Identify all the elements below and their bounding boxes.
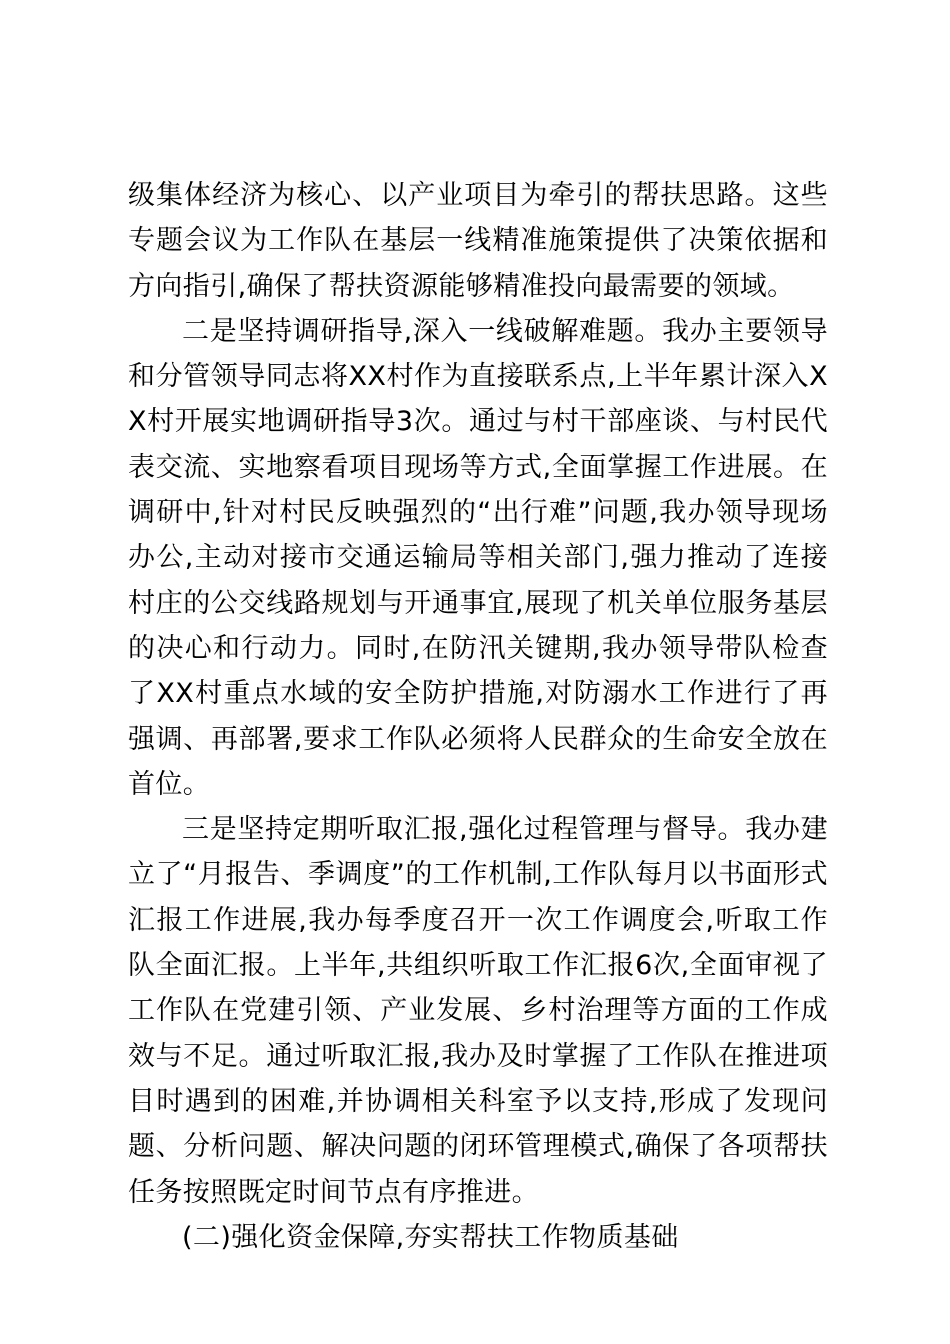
section-heading-funding: (二)强化资金保障,夯实帮扶工作物质基础 xyxy=(182,1221,679,1253)
paragraph-research-guidance: 二是坚持调研指导,深入一线破解难题。我办主要领导和分管领导同志将XX村作为直接联系点,上半年累计深入XX村开展实地调研指导3次。通过与村干部座谈、与村民代表交流、实地察看项目现场等方式,全面掌握工作进展。在调研中,针对村民反映强烈的“出行难”问题,我办领导现场办公,主动对接市交通运输局等相关部门,强力推动了连接村庄的公交线路规划与开通事宜,展现了机关单位服务基层的决心和行动力。同时,在防汛关键期,我办领导带队检查了XX村重点水域的安全防护措施,对防溺水工作进行了再强调、再部署,要求工作队必须将人民群众的生命安全放在首位。 xyxy=(128,315,828,800)
paragraph-regular-reports: 三是坚持定期听取汇报,强化过程管理与督导。我办建立了“月报告、季调度”的工作机制,工作队每月以书面形式汇报工作进展,我办每季度召开一次工作调度会,听取工作队全面汇报。上半年,共组织听取工作汇报6次,全面审视了工作队在党建引领、产业发展、乡村治理等方面的工作成效与不足。通过听取汇报,我办及时掌握了工作队在推进项目时遇到的困难,并协调相关科室予以支持,形成了发现问题、分析问题、解决问题的闭环管理模式,确保了各项帮扶任务按照既定时间节点有序推进。 xyxy=(128,814,828,1208)
paragraph-continuation: 级集体经济为核心、以产业项目为牵引的帮扶思路。这些专题会议为工作队在基层一线精准施策提供了决策依据和方向指引,确保了帮扶资源能够精准投向最需要的领域。 xyxy=(128,180,828,302)
document-body xyxy=(128,173,828,1260)
